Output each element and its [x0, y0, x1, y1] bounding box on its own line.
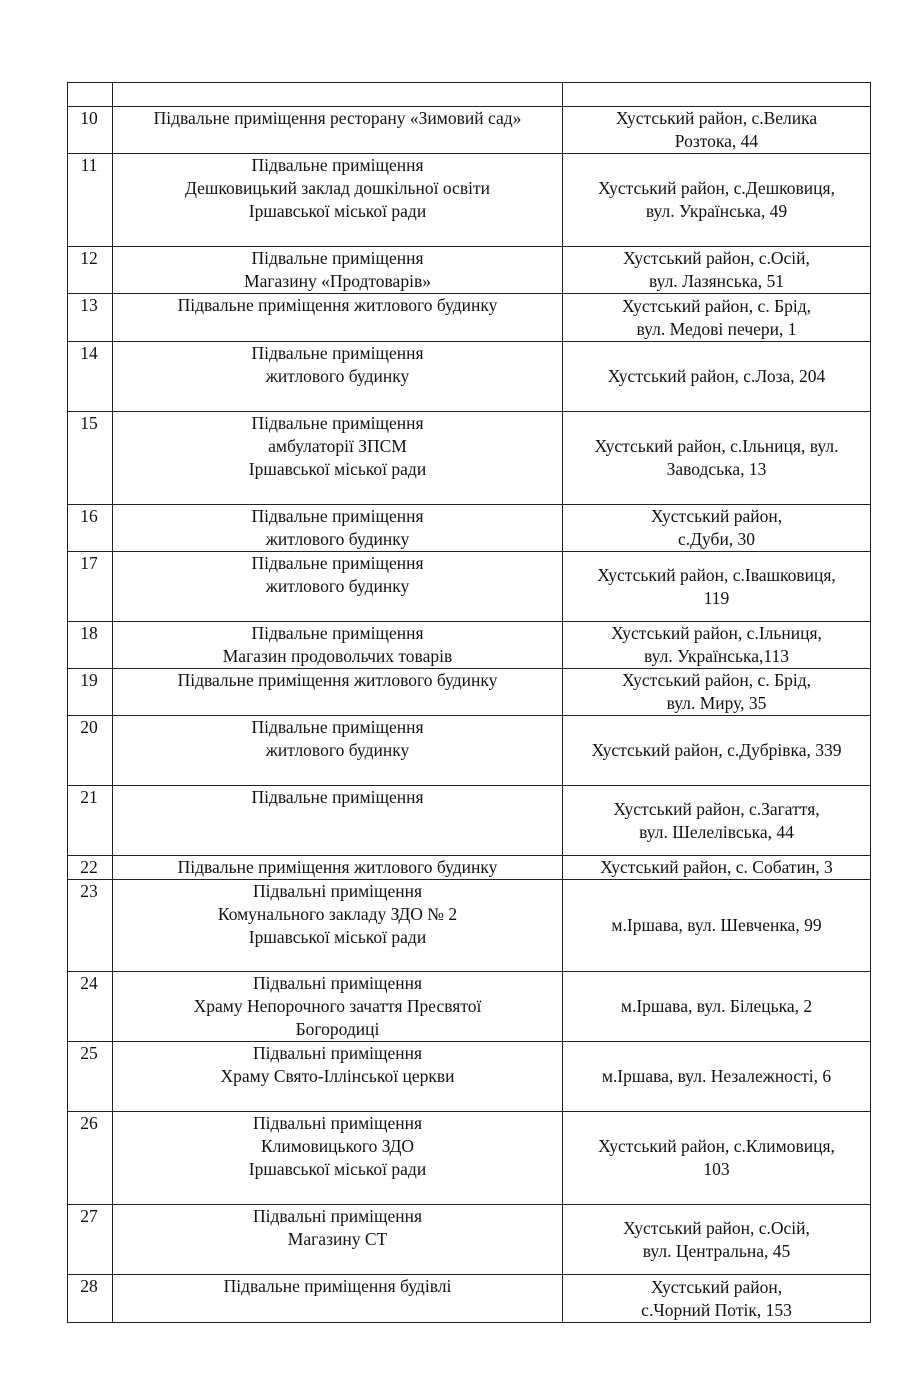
- address-line: Хустський район, с. Собатин, 3: [600, 857, 833, 877]
- shelter-name-cell: [113, 786, 563, 856]
- table-row: [68, 294, 871, 342]
- shelter-name-cell: [113, 716, 563, 786]
- address-line: Хустський район, с. Брід,: [621, 295, 812, 316]
- address-line: вул. Миру, 35: [666, 693, 767, 713]
- address-line: 119: [703, 587, 730, 608]
- row-number: 25: [68, 1042, 113, 1112]
- address-line: вул. Медові печери, 1: [636, 318, 797, 339]
- shelter-name-line: Підвальні приміщення: [252, 881, 423, 901]
- address-line: Хустський район, с.Дубрівка, 339: [591, 740, 842, 760]
- table-row: [68, 786, 871, 856]
- address-cell: [563, 880, 871, 972]
- address-line: вул. Шелелівська, 44: [639, 821, 794, 842]
- shelter-name-line: Підвальне приміщення житлового будинку: [177, 295, 498, 315]
- table-row: [68, 83, 871, 107]
- address-line: вул. Українська, 49: [645, 201, 788, 221]
- address-line: Хустський район, с.Ільниця,: [611, 623, 822, 643]
- address-cell: [563, 1112, 871, 1205]
- address-line: Хустський район, с.Осій,: [623, 1217, 810, 1238]
- shelter-name-line: Іршавської міської ради: [248, 1159, 427, 1179]
- table-row: [68, 669, 871, 716]
- address-line: вул. Центральна, 45: [642, 1240, 791, 1261]
- address-line: с.Дуби, 30: [677, 529, 756, 549]
- row-number: 22: [68, 856, 113, 880]
- table-row: [68, 552, 871, 622]
- address-line: вул. Лазянська, 51: [648, 271, 785, 291]
- table-row: [68, 716, 871, 786]
- row-number: 13: [68, 294, 113, 342]
- row-number: 10: [68, 107, 113, 154]
- shelter-name-line: Підвальне приміщення: [251, 623, 424, 643]
- address-cell: [563, 247, 871, 294]
- row-number: 17: [68, 552, 113, 622]
- table-row: [68, 880, 871, 972]
- shelter-name-line: Климовицького ЗДО: [260, 1136, 415, 1156]
- table-row: [68, 1205, 871, 1275]
- shelter-name-line: житлового будинку: [265, 366, 410, 386]
- shelter-name-line: Підвальне приміщення: [251, 553, 424, 573]
- row-number: 27: [68, 1205, 113, 1275]
- shelter-name-line: Іршавської міської ради: [248, 201, 427, 221]
- shelter-name-line: Храму Непорочного зачаття Пресвятої: [193, 996, 482, 1016]
- shelter-name-cell: [113, 505, 563, 552]
- address-cell: [563, 972, 871, 1042]
- shelter-name-line: Підвальне приміщення: [251, 155, 424, 175]
- shelter-name-cell: [113, 622, 563, 669]
- address-line: Заводська, 13: [666, 459, 767, 479]
- table-row: [68, 154, 871, 247]
- row-number: 12: [68, 247, 113, 294]
- address-line: вул. Українська,113: [644, 646, 789, 666]
- address-line: Хустський район,: [650, 506, 783, 526]
- address-cell: [563, 1275, 871, 1323]
- shelter-name-line: Підвальне приміщення житлового будинку: [177, 857, 498, 877]
- table-body: [68, 83, 871, 1323]
- shelter-name-line: Підвальне приміщення: [251, 717, 424, 737]
- table-row: [68, 972, 871, 1042]
- table-row: [68, 856, 871, 880]
- row-number: [68, 83, 113, 107]
- shelter-name-cell: [113, 552, 563, 622]
- row-number: 24: [68, 972, 113, 1042]
- address-line: м.Іршава, вул. Незалежності, 6: [601, 1066, 832, 1086]
- table-row: [68, 505, 871, 552]
- shelter-name-line: Храму Свято-Іллінської церкви: [220, 1066, 455, 1086]
- row-number: 19: [68, 669, 113, 716]
- shelter-name-line: Підвальні приміщення: [252, 1043, 423, 1063]
- shelter-name-line: амбулаторії ЗПСМ: [268, 436, 407, 456]
- shelters-table: [67, 82, 871, 1323]
- address-cell: [563, 716, 871, 786]
- address-line: Хустський район, с.Лоза, 204: [607, 366, 826, 386]
- shelter-name-line: житлового будинку: [265, 576, 410, 596]
- shelter-name-cell: [113, 972, 563, 1042]
- address-line: с.Чорний Потік, 153: [641, 1299, 792, 1320]
- table-row: [68, 1275, 871, 1323]
- table-row: [68, 1042, 871, 1112]
- shelter-name-line: Богородиці: [295, 1019, 380, 1039]
- address-cell: [563, 1205, 871, 1275]
- shelter-name-cell: [113, 856, 563, 880]
- row-number: 21: [68, 786, 113, 856]
- shelter-name-line: Підвальні приміщення: [252, 1113, 423, 1133]
- shelter-name-cell: [113, 294, 563, 342]
- shelter-name-line: Підвальне приміщення ресторану «Зимовий сад»: [153, 108, 522, 128]
- shelter-name-line: Підвальне приміщення: [251, 787, 424, 807]
- table-row: [68, 412, 871, 505]
- shelter-name-line: Магазину «Продтоварів»: [244, 271, 431, 291]
- shelter-name-line: Підвальне приміщення будівлі: [223, 1276, 452, 1296]
- address-line: Хустський район, с.Загаття,: [613, 798, 820, 819]
- address-cell: [563, 786, 871, 856]
- shelter-name-cell: [113, 880, 563, 972]
- shelter-name-line: житлового будинку: [265, 529, 410, 549]
- row-number: 20: [68, 716, 113, 786]
- shelter-name-line: Магазину СТ: [287, 1229, 388, 1249]
- shelter-name-cell: [113, 412, 563, 505]
- shelter-name-cell: [113, 154, 563, 247]
- shelter-name-line: Підвальне приміщення: [251, 413, 424, 433]
- shelter-name-cell: [113, 342, 563, 412]
- table-row: [68, 342, 871, 412]
- shelter-name-cell: [113, 1042, 563, 1112]
- address-cell: [563, 1042, 871, 1112]
- address-line: м.Іршава, вул. Білецька, 2: [620, 996, 813, 1016]
- address-cell: [563, 342, 871, 412]
- address-cell: [563, 856, 871, 880]
- shelter-name-line: Комунального закладу ЗДО № 2: [217, 904, 458, 924]
- shelter-name-cell: [113, 107, 563, 154]
- row-number: 28: [68, 1275, 113, 1323]
- address-cell: [563, 154, 871, 247]
- address-cell: [563, 294, 871, 342]
- table-row: [68, 1112, 871, 1205]
- shelter-name-line: Іршавської міської ради: [248, 927, 427, 947]
- shelter-name-line: Підвальні приміщення: [252, 1206, 423, 1226]
- row-number: 11: [68, 154, 113, 247]
- row-number: 14: [68, 342, 113, 412]
- address-cell: [563, 622, 871, 669]
- address-line: Хустський район,: [650, 1276, 783, 1297]
- address-cell: [563, 107, 871, 154]
- row-number: 23: [68, 880, 113, 972]
- shelter-name-line: Магазин продовольчих товарів: [222, 646, 453, 666]
- table-row: [68, 107, 871, 154]
- shelter-name-line: Підвальне приміщення житлового будинку: [177, 670, 498, 690]
- address-line: 103: [703, 1159, 730, 1179]
- address-line: Хустський район, с.Дешковиця,: [598, 178, 835, 198]
- address-cell: [563, 505, 871, 552]
- shelter-name-cell: [113, 1275, 563, 1323]
- address-line: Хустський район, с. Брід,: [621, 670, 812, 690]
- shelter-name-cell: [113, 669, 563, 716]
- row-number: 15: [68, 412, 113, 505]
- address-cell: [563, 412, 871, 505]
- shelter-name-line: Підвальні приміщення: [252, 973, 423, 993]
- shelter-name-cell: [113, 1112, 563, 1205]
- shelter-name-line: Підвальне приміщення: [251, 248, 424, 268]
- shelter-name-cell: [113, 247, 563, 294]
- row-number: 16: [68, 505, 113, 552]
- address-line: Хустський район, с.Велика: [615, 108, 818, 128]
- address-cell: [563, 669, 871, 716]
- address-line: м.Іршава, вул. Шевченка, 99: [611, 915, 822, 935]
- address-line: Розтока, 44: [674, 131, 759, 151]
- shelter-name-line: Підвальне приміщення: [251, 343, 424, 363]
- address-cell: [563, 552, 871, 622]
- address-line: Хустський район, с.Климовиця,: [598, 1136, 835, 1156]
- shelter-name-cell: [113, 1205, 563, 1275]
- address-cell: [563, 83, 871, 107]
- shelter-name-cell: [113, 83, 563, 107]
- row-number: 26: [68, 1112, 113, 1205]
- table-row: [68, 622, 871, 669]
- row-number: 18: [68, 622, 113, 669]
- address-line: Хустський район, с.Ільниця, вул.: [594, 436, 839, 456]
- shelter-name-line: Іршавської міської ради: [248, 459, 427, 479]
- address-line: Хустський район, с.Івашковиця,: [597, 564, 836, 585]
- shelter-name-line: Підвальне приміщення: [251, 506, 424, 526]
- table-row: [68, 247, 871, 294]
- address-line: Хустський район, с.Осій,: [623, 248, 810, 268]
- shelter-name-line: Дешковицький заклад дошкільної освіти: [185, 178, 490, 198]
- shelter-name-line: житлового будинку: [265, 740, 410, 760]
